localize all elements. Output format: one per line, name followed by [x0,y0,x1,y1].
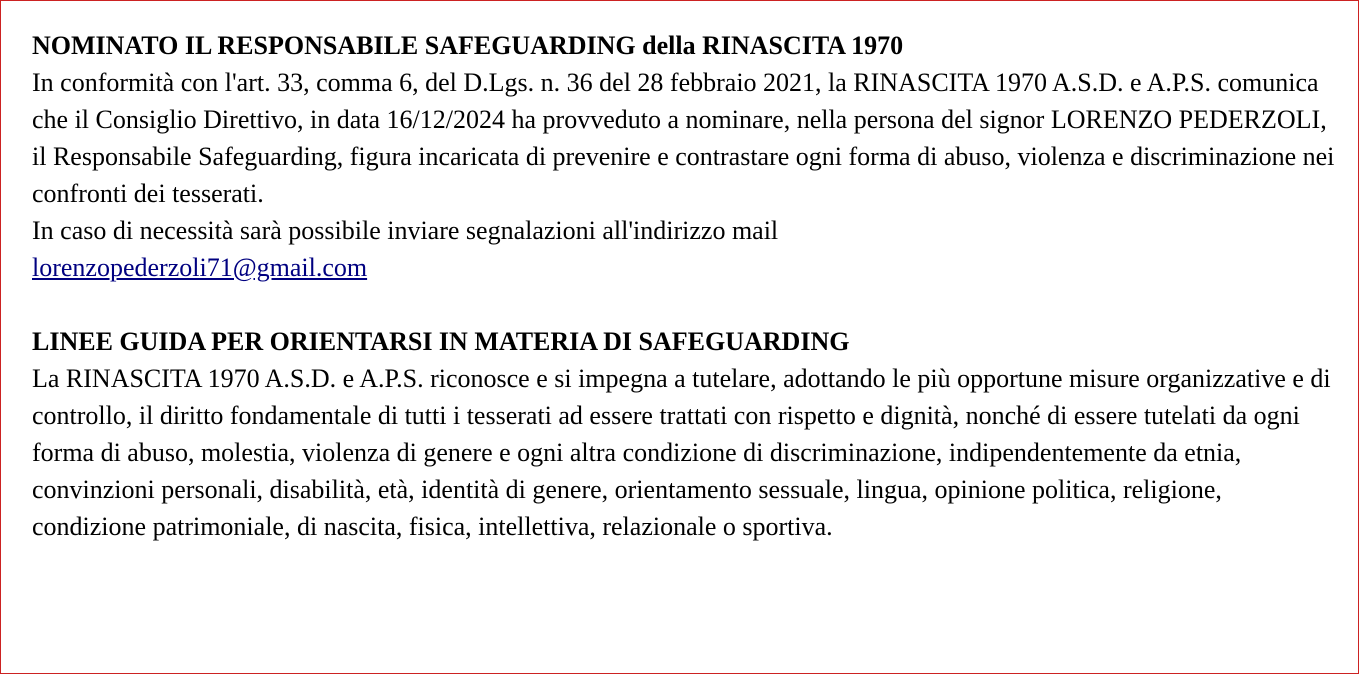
section1-heading: NOMINATO IL RESPONSABILE SAFEGUARDING della RINASCITA 1970 [32,31,904,60]
section2-heading: LINEE GUIDA PER ORIENTARSI IN MATERIA DI SAFEGUARDING [32,327,850,356]
email-link[interactable]: lorenzopederzoli71@gmail.com [32,253,368,282]
section-spacer [32,286,1342,323]
document-content [32,27,1342,545]
section2-body: La RINASCITA 1970 A.S.D. e A.P.S. riconosce e si impegna a tutelare, adottando le più opportune misure organizzative e di controllo, il diritto fondamentale di tutti i tesserati ad essere trattati con rispetto e dignità, nonché di essere tutelati da ogni forma di abuso, molestia, violenza di genere e ogni altra condizione di discriminazione, indipendentemente da etnia, convinzioni personali, disabilità, età, identità di genere, orientamento sessuale, lingua, opinione politica, religione, condizione patrimoniale, di nascita, fisica, intellettiva, relazionale o sportiva. [32,364,1331,541]
section1-contact-text: In caso di necessità sarà possibile inviare segnalazioni all'indirizzo mail [32,216,779,245]
section1-body: In conformità con l'art. 33, comma 6, del D.Lgs. n. 36 del 28 febbraio 2021, la RINASCITA 1970 A.S.D. e A.P.S. comunica che il Consiglio Direttivo, in data 16/12/2024 ha provveduto a nominare, nella persona del signor LORENZO PEDERZOLI, il Responsabile Safeguarding, figura incaricata di prevenire e contrastare ogni forma di abuso, violenza e discriminazione nei confronti dei tesserati. [32,68,1335,208]
